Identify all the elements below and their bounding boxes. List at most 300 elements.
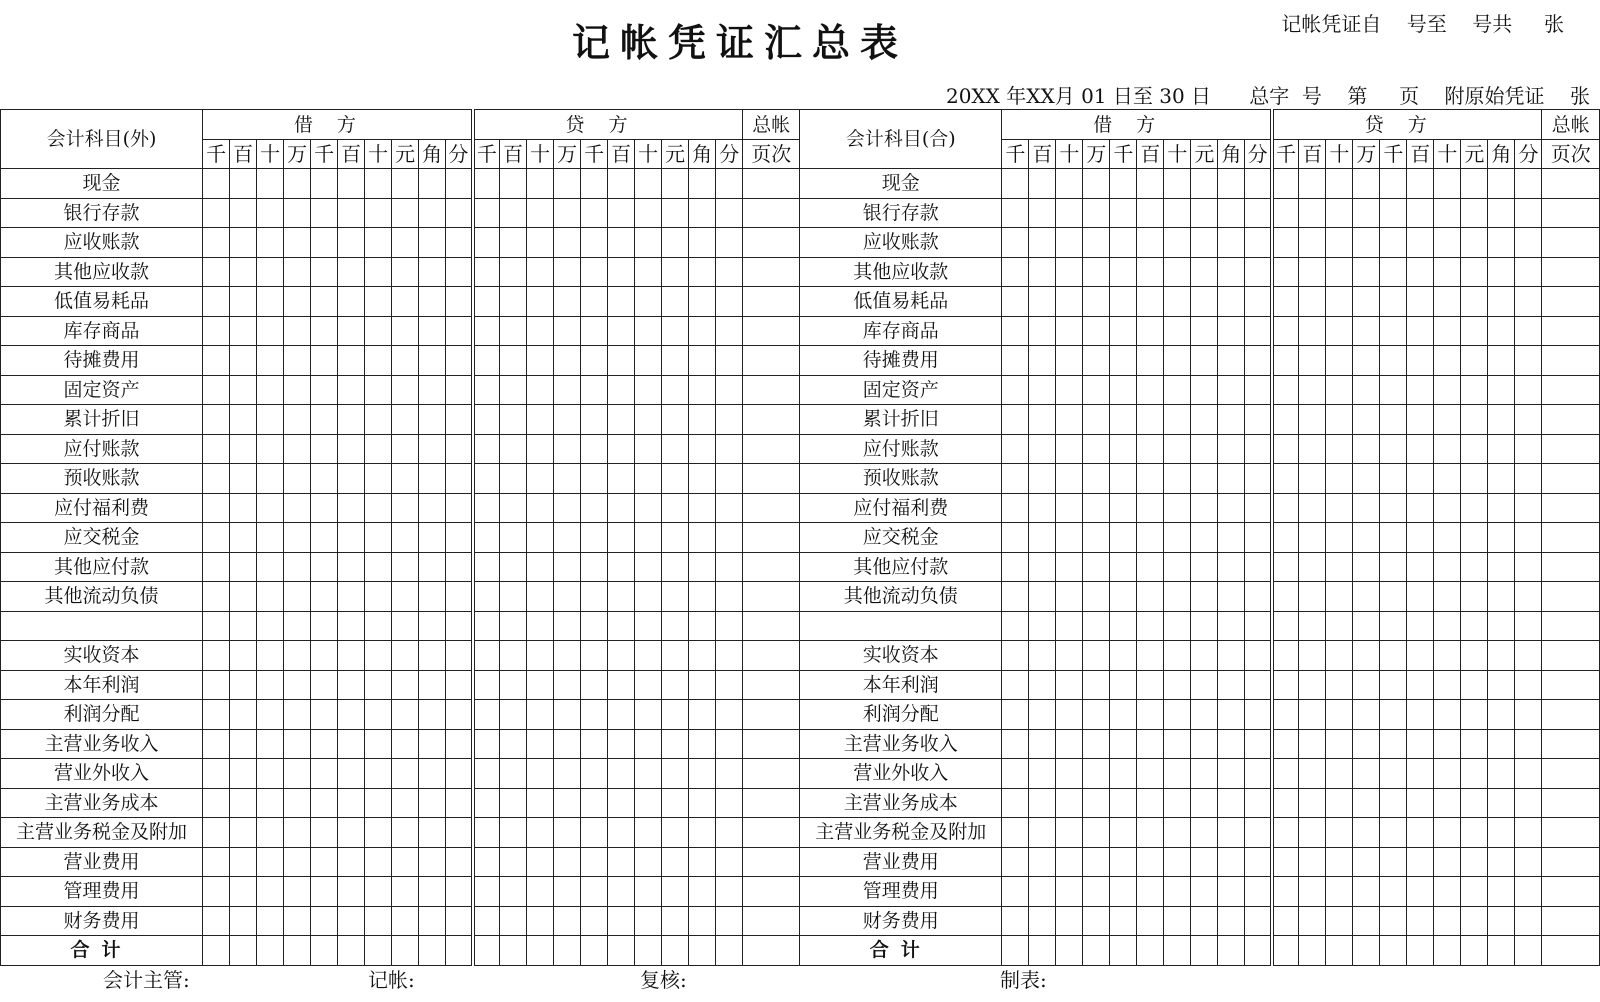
amount-cell[interactable] — [1380, 257, 1407, 287]
amount-cell[interactable] — [311, 847, 338, 877]
amount-cell[interactable] — [716, 729, 743, 759]
amount-cell[interactable] — [1083, 552, 1110, 582]
amount-cell[interactable] — [1515, 641, 1542, 671]
amount-cell[interactable] — [419, 523, 446, 553]
total-amount-cell[interactable] — [689, 936, 716, 966]
amount-cell[interactable] — [1380, 818, 1407, 848]
amount-cell[interactable] — [1353, 375, 1380, 405]
amount-cell[interactable] — [554, 257, 581, 287]
amount-cell[interactable] — [1191, 847, 1218, 877]
amount-cell[interactable] — [203, 169, 230, 199]
amount-cell[interactable] — [1488, 700, 1515, 730]
amount-cell[interactable] — [1515, 552, 1542, 582]
amount-cell[interactable] — [635, 375, 662, 405]
amount-cell[interactable] — [1110, 493, 1137, 523]
amount-cell[interactable] — [1002, 729, 1029, 759]
amount-cell[interactable] — [1029, 523, 1056, 553]
amount-cell[interactable] — [1218, 552, 1245, 582]
amount-cell[interactable] — [311, 759, 338, 789]
amount-cell[interactable] — [1272, 670, 1299, 700]
ledger-page-cell[interactable] — [1542, 759, 1600, 789]
amount-cell[interactable] — [608, 582, 635, 612]
amount-cell[interactable] — [662, 316, 689, 346]
amount-cell[interactable] — [1164, 847, 1191, 877]
amount-cell[interactable] — [1218, 228, 1245, 258]
amount-cell[interactable] — [338, 641, 365, 671]
amount-cell[interactable] — [1056, 228, 1083, 258]
amount-cell[interactable] — [1002, 670, 1029, 700]
amount-cell[interactable] — [1245, 405, 1272, 435]
amount-cell[interactable] — [1380, 198, 1407, 228]
amount-cell[interactable] — [338, 375, 365, 405]
amount-cell[interactable] — [284, 228, 311, 258]
amount-cell[interactable] — [1353, 169, 1380, 199]
amount-cell[interactable] — [257, 877, 284, 907]
amount-cell[interactable] — [1110, 198, 1137, 228]
amount-cell[interactable] — [419, 788, 446, 818]
amount-cell[interactable] — [473, 611, 500, 641]
amount-cell[interactable] — [284, 257, 311, 287]
amount-cell[interactable] — [1245, 641, 1272, 671]
amount-cell[interactable] — [284, 641, 311, 671]
amount-cell[interactable] — [284, 493, 311, 523]
amount-cell[interactable] — [1245, 847, 1272, 877]
ledger-page-cell[interactable] — [1542, 169, 1600, 199]
amount-cell[interactable] — [1326, 818, 1353, 848]
amount-cell[interactable] — [1353, 552, 1380, 582]
amount-cell[interactable] — [1299, 287, 1326, 317]
amount-cell[interactable] — [1407, 847, 1434, 877]
amount-cell[interactable] — [716, 464, 743, 494]
amount-cell[interactable] — [1056, 759, 1083, 789]
amount-cell[interactable] — [581, 375, 608, 405]
amount-cell[interactable] — [203, 641, 230, 671]
amount-cell[interactable] — [446, 582, 473, 612]
amount-cell[interactable] — [230, 257, 257, 287]
amount-cell[interactable] — [1002, 287, 1029, 317]
amount-cell[interactable] — [608, 818, 635, 848]
amount-cell[interactable] — [365, 493, 392, 523]
amount-cell[interactable] — [365, 877, 392, 907]
amount-cell[interactable] — [257, 552, 284, 582]
ledger-page-cell[interactable] — [1542, 788, 1600, 818]
amount-cell[interactable] — [1434, 464, 1461, 494]
ledger-page-cell[interactable] — [743, 670, 800, 700]
amount-cell[interactable] — [527, 493, 554, 523]
ledger-page-cell[interactable] — [1542, 405, 1600, 435]
amount-cell[interactable] — [1434, 316, 1461, 346]
amount-cell[interactable] — [1461, 434, 1488, 464]
amount-cell[interactable] — [419, 405, 446, 435]
amount-cell[interactable] — [419, 493, 446, 523]
amount-cell[interactable] — [473, 464, 500, 494]
amount-cell[interactable] — [311, 375, 338, 405]
amount-cell[interactable] — [1083, 198, 1110, 228]
amount-cell[interactable] — [1056, 847, 1083, 877]
amount-cell[interactable] — [1272, 552, 1299, 582]
amount-cell[interactable] — [1488, 375, 1515, 405]
amount-cell[interactable] — [1056, 523, 1083, 553]
amount-cell[interactable] — [1380, 788, 1407, 818]
amount-cell[interactable] — [1326, 641, 1353, 671]
amount-cell[interactable] — [1299, 877, 1326, 907]
amount-cell[interactable] — [1380, 405, 1407, 435]
amount-cell[interactable] — [473, 316, 500, 346]
amount-cell[interactable] — [1056, 906, 1083, 936]
amount-cell[interactable] — [392, 198, 419, 228]
amount-cell[interactable] — [581, 582, 608, 612]
amount-cell[interactable] — [257, 582, 284, 612]
amount-cell[interactable] — [365, 759, 392, 789]
amount-cell[interactable] — [446, 818, 473, 848]
amount-cell[interactable] — [1380, 552, 1407, 582]
amount-cell[interactable] — [608, 493, 635, 523]
amount-cell[interactable] — [230, 788, 257, 818]
amount-cell[interactable] — [311, 641, 338, 671]
amount-cell[interactable] — [1434, 641, 1461, 671]
amount-cell[interactable] — [1191, 877, 1218, 907]
amount-cell[interactable] — [1353, 316, 1380, 346]
amount-cell[interactable] — [1299, 198, 1326, 228]
amount-cell[interactable] — [1461, 169, 1488, 199]
amount-cell[interactable] — [1434, 375, 1461, 405]
amount-cell[interactable] — [230, 670, 257, 700]
amount-cell[interactable] — [1137, 493, 1164, 523]
amount-cell[interactable] — [554, 729, 581, 759]
amount-cell[interactable] — [1461, 405, 1488, 435]
amount-cell[interactable] — [257, 641, 284, 671]
amount-cell[interactable] — [662, 493, 689, 523]
ledger-page-cell[interactable] — [743, 405, 800, 435]
amount-cell[interactable] — [1461, 847, 1488, 877]
amount-cell[interactable] — [338, 611, 365, 641]
amount-cell[interactable] — [1083, 670, 1110, 700]
amount-cell[interactable] — [1164, 582, 1191, 612]
amount-cell[interactable] — [257, 316, 284, 346]
amount-cell[interactable] — [1137, 670, 1164, 700]
amount-cell[interactable] — [689, 464, 716, 494]
amount-cell[interactable] — [581, 169, 608, 199]
amount-cell[interactable] — [1029, 375, 1056, 405]
amount-cell[interactable] — [527, 228, 554, 258]
amount-cell[interactable] — [1245, 611, 1272, 641]
amount-cell[interactable] — [1110, 847, 1137, 877]
amount-cell[interactable] — [1083, 405, 1110, 435]
amount-cell[interactable] — [230, 552, 257, 582]
amount-cell[interactable] — [1164, 670, 1191, 700]
amount-cell[interactable] — [1380, 523, 1407, 553]
amount-cell[interactable] — [1245, 198, 1272, 228]
amount-cell[interactable] — [527, 287, 554, 317]
amount-cell[interactable] — [1461, 877, 1488, 907]
amount-cell[interactable] — [392, 582, 419, 612]
amount-cell[interactable] — [311, 582, 338, 612]
amount-cell[interactable] — [446, 464, 473, 494]
amount-cell[interactable] — [284, 788, 311, 818]
amount-cell[interactable] — [284, 906, 311, 936]
total-amount-cell[interactable] — [1272, 936, 1299, 966]
amount-cell[interactable] — [1056, 670, 1083, 700]
amount-cell[interactable] — [581, 906, 608, 936]
amount-cell[interactable] — [1245, 257, 1272, 287]
amount-cell[interactable] — [1326, 788, 1353, 818]
amount-cell[interactable] — [1488, 611, 1515, 641]
amount-cell[interactable] — [689, 788, 716, 818]
amount-cell[interactable] — [1245, 582, 1272, 612]
amount-cell[interactable] — [392, 877, 419, 907]
amount-cell[interactable] — [500, 405, 527, 435]
amount-cell[interactable] — [1191, 582, 1218, 612]
amount-cell[interactable] — [1515, 759, 1542, 789]
amount-cell[interactable] — [662, 700, 689, 730]
amount-cell[interactable] — [284, 759, 311, 789]
amount-cell[interactable] — [1461, 316, 1488, 346]
total-amount-cell[interactable] — [1461, 936, 1488, 966]
amount-cell[interactable] — [257, 818, 284, 848]
amount-cell[interactable] — [1380, 375, 1407, 405]
amount-cell[interactable] — [1029, 670, 1056, 700]
amount-cell[interactable] — [1245, 877, 1272, 907]
total-amount-cell[interactable] — [1218, 936, 1245, 966]
amount-cell[interactable] — [1326, 582, 1353, 612]
amount-cell[interactable] — [716, 847, 743, 877]
amount-cell[interactable] — [1110, 670, 1137, 700]
ledger-page-cell[interactable] — [743, 700, 800, 730]
ledger-page-cell[interactable] — [1542, 877, 1600, 907]
amount-cell[interactable] — [203, 316, 230, 346]
amount-cell[interactable] — [1488, 434, 1515, 464]
amount-cell[interactable] — [1299, 523, 1326, 553]
amount-cell[interactable] — [1434, 257, 1461, 287]
amount-cell[interactable] — [1083, 700, 1110, 730]
amount-cell[interactable] — [1029, 700, 1056, 730]
amount-cell[interactable] — [1164, 464, 1191, 494]
amount-cell[interactable] — [635, 670, 662, 700]
amount-cell[interactable] — [716, 582, 743, 612]
amount-cell[interactable] — [581, 877, 608, 907]
amount-cell[interactable] — [1488, 906, 1515, 936]
amount-cell[interactable] — [1218, 877, 1245, 907]
amount-cell[interactable] — [1407, 552, 1434, 582]
amount-cell[interactable] — [1515, 582, 1542, 612]
amount-cell[interactable] — [1218, 346, 1245, 376]
amount-cell[interactable] — [1191, 375, 1218, 405]
amount-cell[interactable] — [608, 759, 635, 789]
amount-cell[interactable] — [1164, 228, 1191, 258]
amount-cell[interactable] — [311, 405, 338, 435]
amount-cell[interactable] — [662, 198, 689, 228]
amount-cell[interactable] — [284, 847, 311, 877]
amount-cell[interactable] — [473, 346, 500, 376]
amount-cell[interactable] — [1461, 670, 1488, 700]
amount-cell[interactable] — [1218, 198, 1245, 228]
amount-cell[interactable] — [554, 405, 581, 435]
amount-cell[interactable] — [392, 316, 419, 346]
amount-cell[interactable] — [1137, 729, 1164, 759]
amount-cell[interactable] — [716, 788, 743, 818]
amount-cell[interactable] — [1110, 729, 1137, 759]
amount-cell[interactable] — [230, 582, 257, 612]
amount-cell[interactable] — [1218, 434, 1245, 464]
amount-cell[interactable] — [581, 700, 608, 730]
amount-cell[interactable] — [203, 788, 230, 818]
amount-cell[interactable] — [1137, 405, 1164, 435]
amount-cell[interactable] — [365, 316, 392, 346]
amount-cell[interactable] — [1515, 434, 1542, 464]
amount-cell[interactable] — [554, 375, 581, 405]
total-amount-cell[interactable] — [338, 936, 365, 966]
amount-cell[interactable] — [527, 375, 554, 405]
amount-cell[interactable] — [1353, 818, 1380, 848]
amount-cell[interactable] — [1380, 877, 1407, 907]
amount-cell[interactable] — [1191, 523, 1218, 553]
amount-cell[interactable] — [311, 434, 338, 464]
amount-cell[interactable] — [1326, 375, 1353, 405]
amount-cell[interactable] — [1110, 818, 1137, 848]
amount-cell[interactable] — [392, 818, 419, 848]
amount-cell[interactable] — [608, 287, 635, 317]
amount-cell[interactable] — [1272, 169, 1299, 199]
amount-cell[interactable] — [527, 729, 554, 759]
amount-cell[interactable] — [1272, 847, 1299, 877]
amount-cell[interactable] — [1029, 198, 1056, 228]
amount-cell[interactable] — [1515, 700, 1542, 730]
amount-cell[interactable] — [1488, 552, 1515, 582]
total-amount-cell[interactable] — [527, 936, 554, 966]
amount-cell[interactable] — [1056, 198, 1083, 228]
amount-cell[interactable] — [1326, 493, 1353, 523]
total-page-cell[interactable] — [743, 936, 800, 966]
amount-cell[interactable] — [311, 287, 338, 317]
amount-cell[interactable] — [473, 287, 500, 317]
amount-cell[interactable] — [311, 906, 338, 936]
ledger-page-cell[interactable] — [743, 257, 800, 287]
amount-cell[interactable] — [419, 877, 446, 907]
amount-cell[interactable] — [1380, 641, 1407, 671]
amount-cell[interactable] — [1002, 464, 1029, 494]
amount-cell[interactable] — [473, 405, 500, 435]
amount-cell[interactable] — [1515, 375, 1542, 405]
amount-cell[interactable] — [635, 788, 662, 818]
amount-cell[interactable] — [1326, 670, 1353, 700]
amount-cell[interactable] — [689, 729, 716, 759]
amount-cell[interactable] — [1218, 847, 1245, 877]
amount-cell[interactable] — [554, 434, 581, 464]
amount-cell[interactable] — [1083, 611, 1110, 641]
amount-cell[interactable] — [284, 287, 311, 317]
amount-cell[interactable] — [1272, 464, 1299, 494]
amount-cell[interactable] — [554, 759, 581, 789]
amount-cell[interactable] — [1191, 552, 1218, 582]
amount-cell[interactable] — [1434, 434, 1461, 464]
amount-cell[interactable] — [1515, 228, 1542, 258]
amount-cell[interactable] — [1434, 228, 1461, 258]
amount-cell[interactable] — [716, 523, 743, 553]
amount-cell[interactable] — [1380, 729, 1407, 759]
total-amount-cell[interactable] — [1353, 936, 1380, 966]
amount-cell[interactable] — [1353, 847, 1380, 877]
amount-cell[interactable] — [1272, 818, 1299, 848]
amount-cell[interactable] — [203, 464, 230, 494]
amount-cell[interactable] — [392, 847, 419, 877]
amount-cell[interactable] — [473, 257, 500, 287]
ledger-page-cell[interactable] — [743, 552, 800, 582]
total-amount-cell[interactable] — [419, 936, 446, 966]
amount-cell[interactable] — [689, 847, 716, 877]
ledger-page-cell[interactable] — [743, 375, 800, 405]
amount-cell[interactable] — [1353, 729, 1380, 759]
ledger-page-cell[interactable] — [743, 464, 800, 494]
amount-cell[interactable] — [1407, 375, 1434, 405]
amount-cell[interactable] — [608, 906, 635, 936]
amount-cell[interactable] — [635, 582, 662, 612]
amount-cell[interactable] — [527, 552, 554, 582]
amount-cell[interactable] — [527, 169, 554, 199]
amount-cell[interactable] — [230, 316, 257, 346]
amount-cell[interactable] — [1515, 906, 1542, 936]
amount-cell[interactable] — [662, 759, 689, 789]
amount-cell[interactable] — [1380, 493, 1407, 523]
amount-cell[interactable] — [581, 611, 608, 641]
amount-cell[interactable] — [257, 493, 284, 523]
amount-cell[interactable] — [1488, 257, 1515, 287]
amount-cell[interactable] — [1056, 582, 1083, 612]
amount-cell[interactable] — [1002, 316, 1029, 346]
amount-cell[interactable] — [446, 670, 473, 700]
amount-cell[interactable] — [1299, 818, 1326, 848]
amount-cell[interactable] — [1461, 641, 1488, 671]
amount-cell[interactable] — [1110, 611, 1137, 641]
amount-cell[interactable] — [500, 257, 527, 287]
amount-cell[interactable] — [1353, 759, 1380, 789]
amount-cell[interactable] — [716, 611, 743, 641]
amount-cell[interactable] — [1488, 582, 1515, 612]
amount-cell[interactable] — [1029, 788, 1056, 818]
amount-cell[interactable] — [1002, 847, 1029, 877]
amount-cell[interactable] — [1326, 552, 1353, 582]
amount-cell[interactable] — [500, 906, 527, 936]
amount-cell[interactable] — [1299, 346, 1326, 376]
amount-cell[interactable] — [1164, 169, 1191, 199]
amount-cell[interactable] — [527, 877, 554, 907]
amount-cell[interactable] — [608, 523, 635, 553]
amount-cell[interactable] — [392, 228, 419, 258]
amount-cell[interactable] — [1326, 169, 1353, 199]
amount-cell[interactable] — [1164, 552, 1191, 582]
ledger-page-cell[interactable] — [1542, 228, 1600, 258]
amount-cell[interactable] — [311, 729, 338, 759]
amount-cell[interactable] — [338, 847, 365, 877]
ledger-page-cell[interactable] — [743, 434, 800, 464]
amount-cell[interactable] — [1029, 346, 1056, 376]
amount-cell[interactable] — [500, 346, 527, 376]
amount-cell[interactable] — [1056, 552, 1083, 582]
amount-cell[interactable] — [662, 552, 689, 582]
amount-cell[interactable] — [1218, 818, 1245, 848]
amount-cell[interactable] — [1515, 670, 1542, 700]
amount-cell[interactable] — [689, 493, 716, 523]
amount-cell[interactable] — [1137, 582, 1164, 612]
amount-cell[interactable] — [473, 523, 500, 553]
amount-cell[interactable] — [230, 523, 257, 553]
amount-cell[interactable] — [473, 818, 500, 848]
amount-cell[interactable] — [1137, 198, 1164, 228]
amount-cell[interactable] — [1407, 818, 1434, 848]
amount-cell[interactable] — [203, 877, 230, 907]
amount-cell[interactable] — [1029, 257, 1056, 287]
amount-cell[interactable] — [230, 228, 257, 258]
ledger-page-cell[interactable] — [743, 906, 800, 936]
